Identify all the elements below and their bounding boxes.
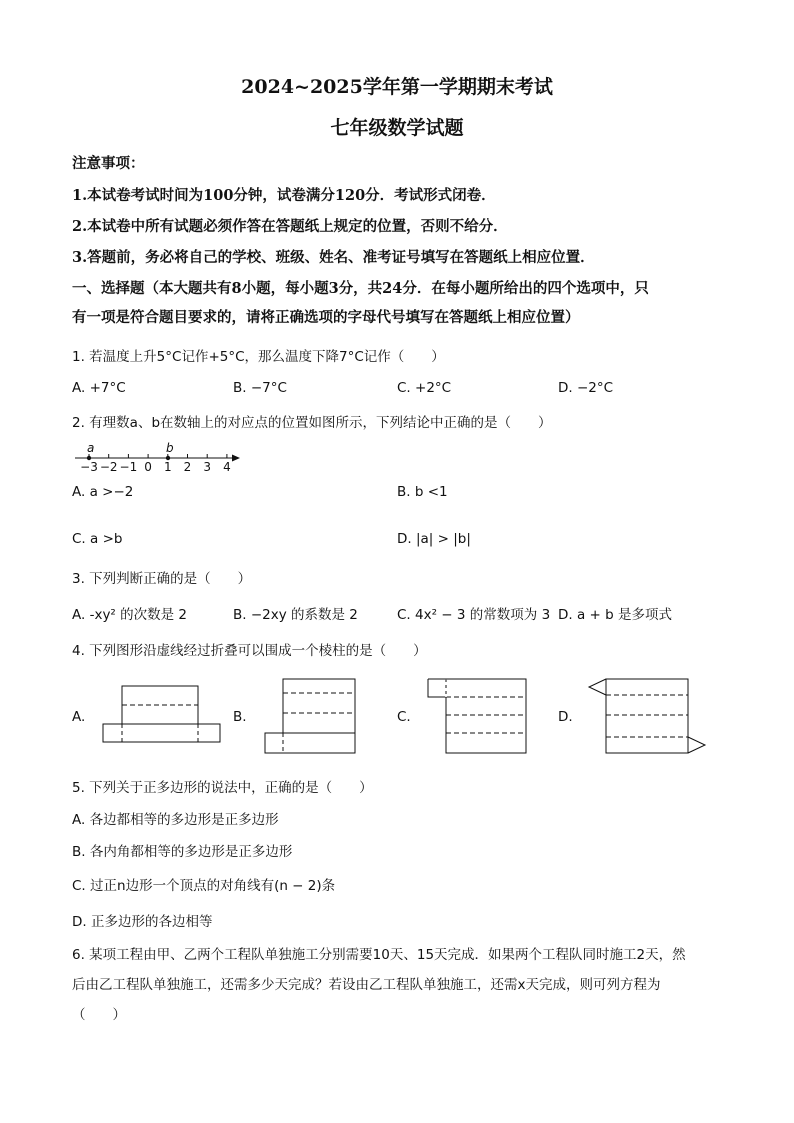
q4-label-c: C. xyxy=(397,709,411,725)
number-line-label: −2 xyxy=(99,460,118,474)
q2-option-a: A. a >−2 xyxy=(72,484,134,500)
number-line-label: −1 xyxy=(119,460,138,474)
section-heading-cont: 有一项是符合题目要求的，请将正确选项的字母代号填写在答题纸上相应位置） xyxy=(72,309,580,326)
q5-option-b: B. 各内角都相等的多边形是正多边形 xyxy=(72,844,293,860)
question-6-cont: 后由乙工程队单独施工，还需多少天完成？若设由乙工程队单独施工，还需x天完成，则可列方程为 xyxy=(72,977,661,993)
q1-temp: 5°C xyxy=(156,349,182,365)
q3-option-c: C. 4x² − 3 的常数项为 3 xyxy=(397,607,551,623)
q1-text: 1. 若温度上升 xyxy=(72,349,157,365)
number-line-label: 4 xyxy=(223,460,231,474)
question-2: 2. 有理数a、b在数轴上的对应点的位置如图所示，下列结论中正确的是（ ） xyxy=(72,415,552,431)
exam-subtitle: 七年级数学试题 xyxy=(330,117,464,139)
q1-option-c: C. +2°C xyxy=(397,380,452,396)
number-line-label: 0 xyxy=(144,460,152,474)
q1-temp: 7°C xyxy=(339,349,364,365)
number-line-label: 2 xyxy=(183,460,192,474)
q2-option-d: D. |a| > |b| xyxy=(397,531,471,547)
notes-heading: 注意事项： xyxy=(72,155,145,172)
q2-option-b: B. b <1 xyxy=(397,484,448,500)
q5-option-a: A. 各边都相等的多边形是正多边形 xyxy=(72,812,279,828)
q3-option-d: D. a + b 是多项式 xyxy=(558,607,673,623)
question-6-blank: （ ） xyxy=(72,1007,126,1023)
q5-option-c: C. 过正n边形一个顶点的对角线有(n − 2)条 xyxy=(72,878,336,894)
number-line-label: 1 xyxy=(163,460,172,474)
q4-label-d: D. xyxy=(558,709,573,725)
q1-option-b: B. −7°C xyxy=(233,380,287,396)
q2-option-c: C. a >b xyxy=(72,531,123,547)
point-b xyxy=(166,456,170,460)
q1-option-d: D. −2°C xyxy=(558,380,614,396)
exam-title: 2024~2025学年第一学期期末考试 xyxy=(241,76,553,98)
number-line-label: 3 xyxy=(203,460,212,474)
net-figure-c xyxy=(425,675,530,757)
point-b-label: b xyxy=(166,441,174,455)
q1-text: ，那么温度下降 xyxy=(244,349,340,365)
number-line-label: −3 xyxy=(80,460,98,474)
section-heading: 一、选择题（本大题共有8小题，每小题3分，共24分．在每小题所给出的四个选项中，只 xyxy=(72,280,649,297)
arrow-head-icon xyxy=(232,455,240,462)
q1-text: 记作 xyxy=(181,349,209,365)
question-1 xyxy=(72,345,445,365)
q4-label-b: B. xyxy=(233,709,247,725)
question-4: 4. 下列图形沿虚线经过折叠可以围成一个棱柱的是（ ） xyxy=(72,643,427,659)
q1-text: 记作（ ） xyxy=(363,349,445,365)
net-figure-d xyxy=(585,675,710,757)
q3-option-b: B. −2xy 的系数是 2 xyxy=(233,607,358,623)
q5-option-d: D. 正多边形的各边相等 xyxy=(72,914,213,930)
point-a xyxy=(87,456,91,460)
note-item: 1.本试卷考试时间为100分钟，试卷满分120分．考试形式闭卷． xyxy=(72,187,496,204)
question-3: 3. 下列判断正确的是（ ） xyxy=(72,571,252,587)
net-figure-b xyxy=(262,675,362,757)
question-5: 5. 下列关于正多边形的说法中，正确的是（ ） xyxy=(72,780,373,796)
note-item: 2.本试卷中所有试题必须作答在答题纸上规定的位置，否则不给分． xyxy=(72,218,508,235)
point-a-label: a xyxy=(87,441,95,455)
net-figure-a xyxy=(100,680,225,748)
q1-option-a: A. +7°C xyxy=(72,380,126,396)
q3-option-a: A. -xy² 的次数是 2 xyxy=(72,607,188,623)
question-6: 6. 某项工程由甲、乙两个工程队单独施工分别需要10天、15天完成．如果两个工程队同时施工2天，然 xyxy=(72,947,686,963)
q1-temp: +5°C xyxy=(208,349,245,365)
note-item: 3.答题前，务必将自己的学校、班级、姓名、准考证号填写在答题纸上相应位置． xyxy=(72,249,595,266)
q4-label-a: A. xyxy=(72,709,86,725)
number-line xyxy=(70,438,245,474)
